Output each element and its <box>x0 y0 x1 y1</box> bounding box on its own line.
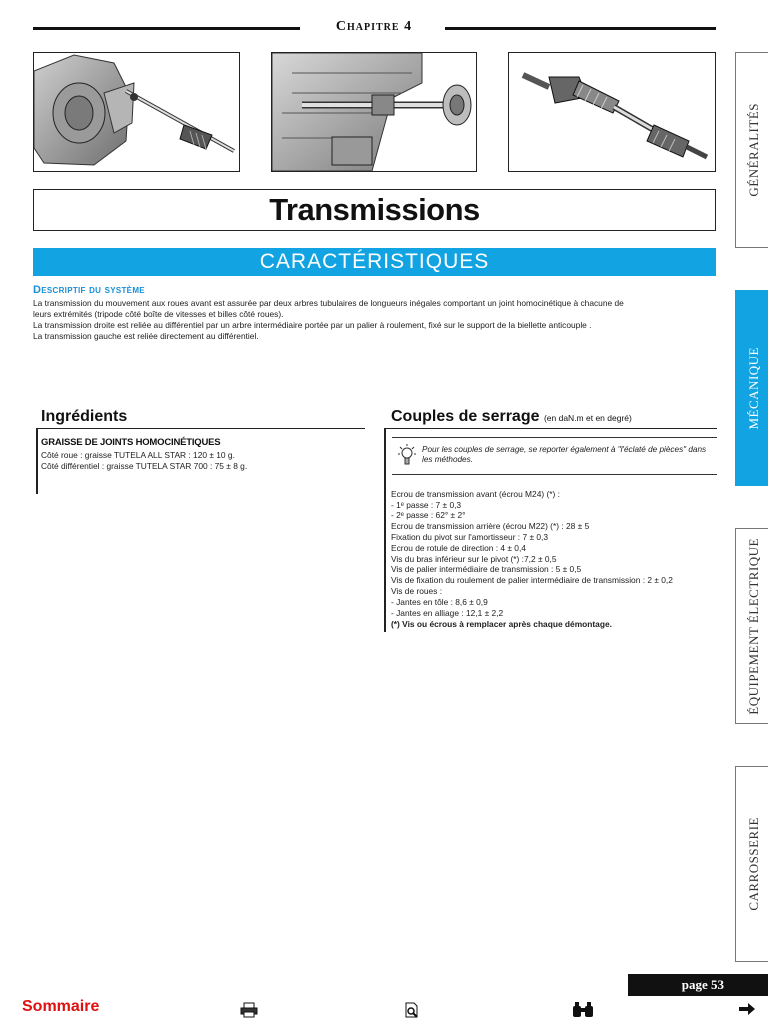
couples-rule <box>384 428 717 429</box>
spec-line: - Jantes en tôle : 8,6 ± 0,9 <box>391 597 488 607</box>
section-banner: CARACTÉRISTIQUES <box>33 248 716 276</box>
descriptif-line: La transmission droite est reliée au différentiel par un arbre intermédiaire portée par un palier à roulement, fixé sur le support de la biellette anticouple . <box>33 320 592 330</box>
header-rule-left <box>33 27 300 30</box>
couples-title: Couples de serrage <box>391 408 540 425</box>
next-arrow-icon[interactable] <box>738 1002 756 1016</box>
spec-line: Fixation du pivot sur l'amortisseur : 7 ± 0,3 <box>391 532 549 542</box>
search-document-icon[interactable] <box>404 1002 420 1018</box>
tab-carrosserie[interactable] <box>735 766 768 962</box>
descriptif-line: leurs extrémités (tripode côté boîte de vitesses et billes côté roues). <box>33 309 284 319</box>
ingredients-subheading: GRAISSE DE JOINTS HOMOCINÉTIQUES <box>41 437 221 448</box>
sommaire-link[interactable]: Sommaire <box>22 998 100 1015</box>
spec-line: Vis de roues : <box>391 586 443 596</box>
tab-mecanique[interactable] <box>735 290 768 486</box>
binoculars-icon[interactable] <box>572 1002 594 1018</box>
spec-line: Ecrou de transmission avant (écrou M24) (*) : <box>391 489 560 499</box>
spec-line: Vis de fixation du roulement de palier intermédiaire de transmission : 2 ± 0,2 <box>391 575 673 585</box>
spec-line: Ecrou de transmission arrière (écrou M22) (*) : 28 ± 5 <box>391 521 590 531</box>
tab-equipement-electrique[interactable] <box>735 528 768 724</box>
spec-line: - 2ᵉ passe : 62° ± 2° <box>391 510 466 520</box>
ingredients-side-rule <box>36 428 38 494</box>
couples-side-rule <box>384 428 386 632</box>
spec-line: Vis du bras inférieur sur le pivot (*) :7,2 ± 0,5 <box>391 554 557 564</box>
descriptif-heading: Descriptif du système <box>33 284 145 296</box>
tab-generalites[interactable] <box>735 52 768 248</box>
descriptif-line: La transmission gauche est reliée directement au différentiel. <box>33 331 259 341</box>
ingredient-line: Côté différentiel : graisse TUTELA STAR 700 : 75 ± 8 g. <box>41 461 248 471</box>
lightbulb-icon <box>398 444 416 468</box>
title-box <box>33 189 716 231</box>
ingredients-heading: Ingrédients <box>41 408 128 425</box>
spec-line: - 1ᵉ passe : 7 ± 0,3 <box>391 500 462 510</box>
spec-line: - Jantes en alliage : 12,1 ± 2,2 <box>391 608 504 618</box>
spec-line: Vis de palier intermédiaire de transmission : 5 ± 0,5 <box>391 564 582 574</box>
tab-label: MÉCANIQUE <box>746 346 761 430</box>
tab-label: CARROSSERIE <box>746 817 761 911</box>
spec-line: Ecrou de rotule de direction : 4 ± 0,4 <box>391 543 526 553</box>
couples-unit: (en daN.m et en degré) <box>543 413 632 423</box>
chapter-title: Chapitre 4 <box>335 19 413 34</box>
note-box <box>392 437 717 475</box>
page-title: Transmissions <box>269 192 480 227</box>
ingredients-rule <box>37 428 365 429</box>
tab-label: GÉNÉRALITÉS <box>746 103 761 197</box>
note-text: Pour les couples de serrage, se reporter également à "l'éclaté de pièces" dans les méthodes. <box>422 445 707 464</box>
printer-icon[interactable] <box>240 1002 258 1018</box>
couples-heading <box>391 408 632 426</box>
tab-label: ÉQUIPEMENT ÉLECTRIQUE <box>746 537 761 715</box>
ingredient-line: Côté roue : graisse TUTELA ALL STAR : 120 ± 10 g. <box>41 450 235 460</box>
photo-gearbox-left <box>33 52 240 172</box>
photo-driveshaft <box>508 52 716 172</box>
photo-intermediate-shaft <box>271 52 477 172</box>
descriptif-line: La transmission du mouvement aux roues avant est assurée par deux arbres tubulaires de longueurs inégales comportant un joint homocinétique à chacune de <box>33 298 624 308</box>
header-rule-right <box>445 27 716 30</box>
spec-footnote: (*) Vis ou écrous à remplacer après chaque démontage. <box>391 619 612 629</box>
page-number: page 53 <box>628 974 768 996</box>
